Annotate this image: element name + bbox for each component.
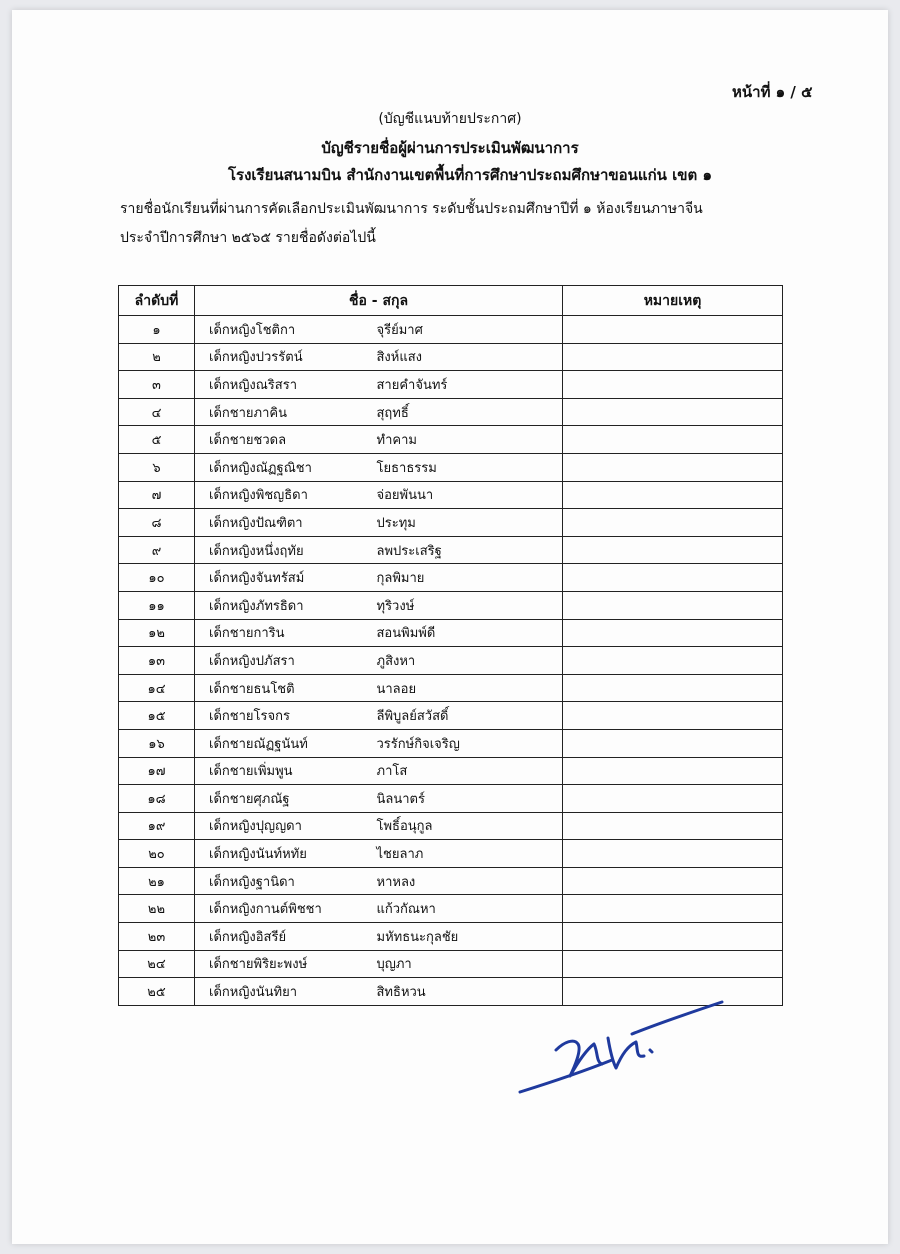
row-last-name: ลพประเสริฐ bbox=[373, 536, 563, 564]
row-note bbox=[563, 426, 783, 454]
table-row bbox=[119, 509, 783, 537]
row-last-name: สายคำจันทร์ bbox=[373, 371, 563, 399]
row-last-name: จุรีย์มาศ bbox=[373, 316, 563, 344]
table-row bbox=[119, 481, 783, 509]
row-first-name: เด็กหญิงปภัสรา bbox=[195, 647, 373, 675]
row-first-name: เด็กชายโรจกร bbox=[195, 702, 373, 730]
table-row bbox=[119, 453, 783, 481]
row-last-name: มหัทธนะกุลชัย bbox=[373, 923, 563, 951]
row-number: ๔ bbox=[119, 398, 195, 426]
table-row bbox=[119, 895, 783, 923]
row-note bbox=[563, 812, 783, 840]
table-row bbox=[119, 591, 783, 619]
row-number: ๒๕ bbox=[119, 978, 195, 1006]
row-last-name: นิลนาตร์ bbox=[373, 785, 563, 813]
row-number: ๑๙ bbox=[119, 812, 195, 840]
row-note bbox=[563, 591, 783, 619]
table-row bbox=[119, 426, 783, 454]
row-first-name: เด็กชายพิริยะพงษ์ bbox=[195, 950, 373, 978]
row-number: ๒ bbox=[119, 343, 195, 371]
row-note bbox=[563, 481, 783, 509]
table-row bbox=[119, 812, 783, 840]
page-number: หน้าที่ ๑ / ๕ bbox=[732, 83, 813, 101]
row-note bbox=[563, 895, 783, 923]
table-row bbox=[119, 785, 783, 813]
row-first-name: เด็กชายภาคิน bbox=[195, 398, 373, 426]
row-note bbox=[563, 674, 783, 702]
row-last-name: กุลพิมาย bbox=[373, 564, 563, 592]
table-row bbox=[119, 564, 783, 592]
row-last-name: ภาโส bbox=[373, 757, 563, 785]
row-last-name: ไชยลาภ bbox=[373, 840, 563, 868]
row-note bbox=[563, 647, 783, 675]
row-first-name: เด็กหญิงนันทิยา bbox=[195, 978, 373, 1006]
annex-subtitle: (บัญชีแนบท้ายประกาศ) bbox=[378, 111, 522, 127]
row-number: ๙ bbox=[119, 536, 195, 564]
row-first-name: เด็กชายศุภณัฐ bbox=[195, 785, 373, 813]
row-number: ๓ bbox=[119, 371, 195, 399]
row-number: ๑๗ bbox=[119, 757, 195, 785]
table-row bbox=[119, 398, 783, 426]
row-note bbox=[563, 785, 783, 813]
header-name: ชื่อ - สกุล bbox=[195, 286, 563, 316]
row-last-name: ประทุม bbox=[373, 509, 563, 537]
row-last-name: สุฤทธิ์ bbox=[373, 398, 563, 426]
table-row bbox=[119, 619, 783, 647]
table-header-row bbox=[119, 286, 783, 316]
table-row bbox=[119, 316, 783, 344]
intro-paragraph-line2: ประจำปีการศึกษา ๒๕๖๕ รายชื่อดังต่อไปนี้ bbox=[120, 230, 376, 246]
table-row bbox=[119, 702, 783, 730]
row-first-name: เด็กหญิงกานต์พิชชา bbox=[195, 895, 373, 923]
row-first-name: เด็กหญิงปุญญดา bbox=[195, 812, 373, 840]
row-number: ๒๐ bbox=[119, 840, 195, 868]
row-number: ๑๕ bbox=[119, 702, 195, 730]
row-note bbox=[563, 867, 783, 895]
row-number: ๒๓ bbox=[119, 923, 195, 951]
row-note bbox=[563, 702, 783, 730]
row-number: ๘ bbox=[119, 509, 195, 537]
row-note bbox=[563, 453, 783, 481]
row-number: ๑๑ bbox=[119, 591, 195, 619]
row-last-name: สอนพิมพ์ดี bbox=[373, 619, 563, 647]
row-last-name: สิทธิหวน bbox=[373, 978, 563, 1006]
table-row bbox=[119, 840, 783, 868]
row-last-name: ลีพิบูลย์สวัสดิ์ bbox=[373, 702, 563, 730]
row-number: ๒๒ bbox=[119, 895, 195, 923]
row-first-name: เด็กหญิงภัทรธิดา bbox=[195, 591, 373, 619]
row-first-name: เด็กหญิงณริสรา bbox=[195, 371, 373, 399]
document-title: บัญชีรายชื่อผู้ผ่านการประเมินพัฒนาการ bbox=[321, 139, 579, 157]
row-note bbox=[563, 840, 783, 868]
row-note bbox=[563, 371, 783, 399]
row-note bbox=[563, 564, 783, 592]
row-last-name: แก้วกัณหา bbox=[373, 895, 563, 923]
row-last-name: โยธาธรรม bbox=[373, 453, 563, 481]
row-last-name: วรรักษ์กิจเจริญ bbox=[373, 729, 563, 757]
table-row bbox=[119, 647, 783, 675]
row-note bbox=[563, 343, 783, 371]
row-last-name: จ่อยพันนา bbox=[373, 481, 563, 509]
row-first-name: เด็กหญิงนันท์หทัย bbox=[195, 840, 373, 868]
row-first-name: เด็กหญิงจันทรัสม์ bbox=[195, 564, 373, 592]
row-last-name: ทำคาม bbox=[373, 426, 563, 454]
row-note bbox=[563, 536, 783, 564]
row-note bbox=[563, 729, 783, 757]
table-row bbox=[119, 923, 783, 951]
row-note bbox=[563, 316, 783, 344]
row-note bbox=[563, 923, 783, 951]
row-number: ๗ bbox=[119, 481, 195, 509]
row-first-name: เด็กหญิงอิสรีย์ bbox=[195, 923, 373, 951]
row-last-name: บุญภา bbox=[373, 950, 563, 978]
row-note bbox=[563, 757, 783, 785]
row-first-name: เด็กหญิงปัณฑิตา bbox=[195, 509, 373, 537]
document-page bbox=[12, 10, 888, 1244]
table-row bbox=[119, 867, 783, 895]
row-first-name: เด็กหญิงปวรรัตน์ bbox=[195, 343, 373, 371]
row-number: ๑๘ bbox=[119, 785, 195, 813]
student-list-table bbox=[118, 285, 783, 1006]
table-body bbox=[119, 316, 783, 1006]
row-number: ๖ bbox=[119, 453, 195, 481]
table-row bbox=[119, 757, 783, 785]
row-first-name: เด็กชายชวดล bbox=[195, 426, 373, 454]
row-number: ๑๔ bbox=[119, 674, 195, 702]
row-note bbox=[563, 509, 783, 537]
row-first-name: เด็กหญิงฐานิดา bbox=[195, 867, 373, 895]
row-number: ๑๖ bbox=[119, 729, 195, 757]
row-last-name: สิงห์แสง bbox=[373, 343, 563, 371]
table-row bbox=[119, 343, 783, 371]
header-note: หมายเหตุ bbox=[563, 286, 783, 316]
table-row bbox=[119, 729, 783, 757]
row-number: ๒๑ bbox=[119, 867, 195, 895]
row-number: ๑๓ bbox=[119, 647, 195, 675]
row-first-name: เด็กชายการิน bbox=[195, 619, 373, 647]
row-first-name: เด็กชายเพิ่มพูน bbox=[195, 757, 373, 785]
row-last-name: นาลอย bbox=[373, 674, 563, 702]
row-first-name: เด็กชายธนโชติ bbox=[195, 674, 373, 702]
table-row bbox=[119, 536, 783, 564]
row-last-name: ทุริวงษ์ bbox=[373, 591, 563, 619]
row-number: ๑๒ bbox=[119, 619, 195, 647]
row-last-name: โพธิ์อนุกูล bbox=[373, 812, 563, 840]
row-first-name: เด็กชายณัฏฐนันท์ bbox=[195, 729, 373, 757]
row-last-name: หาหลง bbox=[373, 867, 563, 895]
row-note bbox=[563, 398, 783, 426]
table-row bbox=[119, 371, 783, 399]
row-number: ๒๔ bbox=[119, 950, 195, 978]
row-first-name: เด็กหญิงโชติกา bbox=[195, 316, 373, 344]
row-first-name: เด็กหญิงพิชญธิดา bbox=[195, 481, 373, 509]
row-note bbox=[563, 619, 783, 647]
row-note bbox=[563, 950, 783, 978]
table-row bbox=[119, 950, 783, 978]
row-number: ๕ bbox=[119, 426, 195, 454]
row-last-name: ภูสิงหา bbox=[373, 647, 563, 675]
table-row bbox=[119, 674, 783, 702]
row-number: ๑๐ bbox=[119, 564, 195, 592]
row-first-name: เด็กหญิงหนึ่งฤทัย bbox=[195, 536, 373, 564]
intro-paragraph-line1: รายชื่อนักเรียนที่ผ่านการคัดเลือกประเมินพัฒนาการ ระดับชั้นประถมศึกษาปีที่ ๑ ห้องเรียนภาษาจีน bbox=[120, 201, 703, 217]
header-number: ลำดับที่ bbox=[119, 286, 195, 316]
school-line: โรงเรียนสนามบิน สำนักงานเขตพื้นที่การศึกษาประถมศึกษาขอนแก่น เขต ๑ bbox=[227, 166, 713, 184]
row-number: ๑ bbox=[119, 316, 195, 344]
signature-icon bbox=[512, 992, 742, 1102]
row-first-name: เด็กหญิงณัฏฐณิชา bbox=[195, 453, 373, 481]
